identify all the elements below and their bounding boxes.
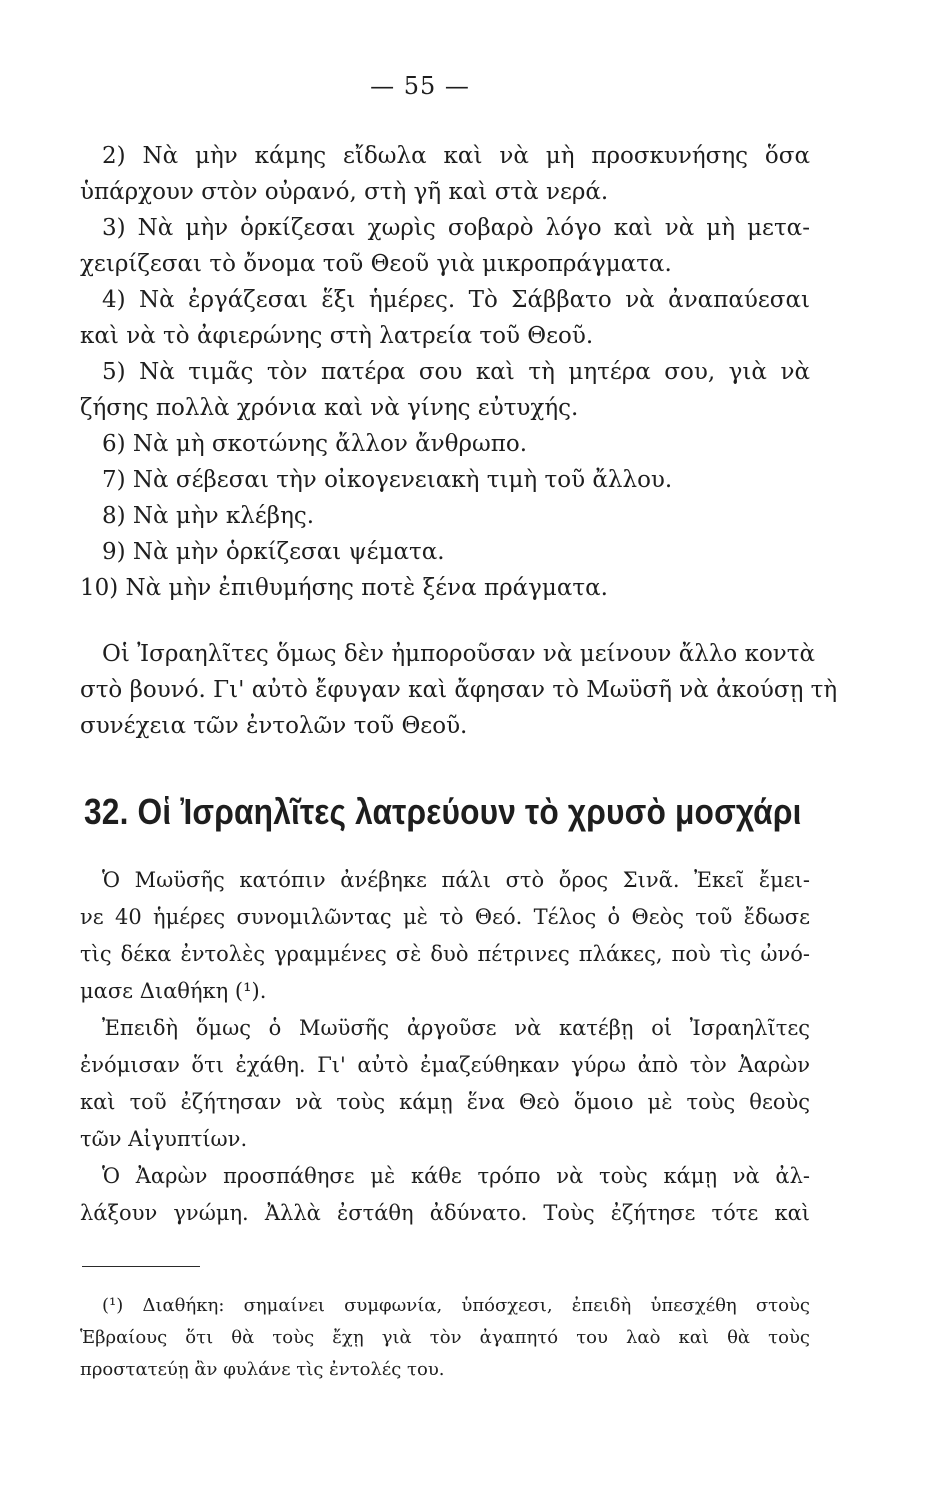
footnote: [80, 1290, 810, 1386]
page-number: — 55 —: [370, 72, 470, 100]
text-line: 5) Νὰ τιμᾶς τὸν πατέρα σου καὶ τὴ μητέρα σου, γιὰ νὰ: [102, 359, 810, 385]
text-line: μασε Διαθήκη (¹).: [80, 979, 267, 1003]
text-line: 2) Νὰ μὴν κάμης εἴδωλα καὶ νὰ μὴ προσκυνήσης ὅσα: [102, 143, 810, 169]
text-line: Ἐπειδὴ ὅμως ὁ Μωϋσῆς ἀργοῦσε νὰ κατέβῃ οἱ Ἰσραηλῖτες: [102, 1016, 810, 1040]
text-line: 7) Νὰ σέβεσαι τὴν οἰκογενειακὴ τιμὴ τοῦ ἄλλου.: [102, 467, 673, 493]
section-title: 32. Οἱ Ἰσραηλῖτες λατρεύουν τὸ χρυσὸ μοσχάρι: [84, 791, 802, 832]
section-body: [80, 862, 810, 1232]
text-line: 9) Νὰ μὴν ὁρκίζεσαι ψέματα.: [102, 539, 445, 565]
text-line: νε 40 ἡμέρες συνομιλῶντας μὲ τὸ Θεό. Τέλος ὁ Θεὸς τοῦ ἔδωσε: [80, 905, 810, 929]
footnote-divider: [82, 1266, 200, 1267]
text-line: συνέχεια τῶν ἐντολῶν τοῦ Θεοῦ.: [80, 713, 468, 739]
text-line: λάξουν γνώμη. Ἀλλὰ ἐστάθη ἀδύνατο. Τοὺς ἐζήτησε τότε καὶ: [80, 1201, 810, 1225]
text-line: καὶ νὰ τὸ ἀφιερώνης στὴ λατρεία τοῦ Θεοῦ.: [80, 323, 594, 349]
text-line: Ὁ Ἀαρὼν προσπάθησε μὲ κάθε τρόπο νὰ τοὺς κάμῃ νὰ ἀλ-: [102, 1164, 810, 1188]
text-line: ὑπάρχουν στὸν οὐρανό, στὴ γῆ καὶ στὰ νερά.: [80, 179, 609, 205]
text-line: 10) Νὰ μὴν ἐπιθυμήσης ποτὲ ξένα πράγματα.: [80, 575, 608, 601]
text-line: Ὁ Μωϋσῆς κατόπιν ἀνέβηκε πάλι στὸ ὄρος Σινᾶ. Ἐκεῖ ἔμει-: [102, 868, 810, 892]
text-line: Οἱ Ἰσραηλῖτες ὅμως δὲν ἠμποροῦσαν νὰ μείνουν ἄλλο κοντὰ: [102, 641, 816, 667]
text-line: 3) Νὰ μὴν ὁρκίζεσαι χωρὶς σοβαρὸ λόγο καὶ νὰ μὴ μετα-: [102, 215, 810, 241]
footnote-line: Ἑβραίους ὅτι θὰ τοὺς ἔχῃ γιὰ τὸν ἀγαπητό του λαὸ καὶ θὰ τοὺς: [80, 1327, 810, 1348]
text-line: ζήσης πολλὰ χρόνια καὶ νὰ γίνης εὐτυχής.: [80, 395, 579, 421]
text-line: 6) Νὰ μὴ σκοτώνης ἄλλον ἄνθρωπο.: [102, 431, 528, 457]
text-line: ἐνόμισαν ὅτι ἐχάθη. Γι' αὐτὸ ἐμαζεύθηκαν γύρω ἀπὸ τὸν Ἀαρὼν: [80, 1053, 810, 1077]
footnote-line: (¹) Διαθήκη: σημαίνει συμφωνία, ὑπόσχεσι, ἐπειδὴ ὑπεσχέθη στοὺς: [102, 1295, 810, 1316]
text-line: χειρίζεσαι τὸ ὄνομα τοῦ Θεοῦ γιὰ μικροπράγματα.: [80, 251, 672, 277]
paragraph: [80, 636, 838, 744]
text-line: τὶς δέκα ἐντολὲς γραμμένες σὲ δυὸ πέτρινες πλάκες, ποὺ τὶς ὠνό-: [80, 942, 810, 966]
text-line: 4) Νὰ ἐργάζεσαι ἕξι ἡμέρες. Τὸ Σάββατο νὰ ἀναπαύεσαι: [102, 287, 810, 313]
commandments-list: [80, 138, 810, 606]
footnote-line: προστατεύῃ ἂν φυλάνε τὶς ἐντολές του.: [80, 1359, 445, 1380]
text-line: τῶν Αἰγυπτίων.: [80, 1127, 248, 1151]
text-line: καὶ τοῦ ἐζήτησαν νὰ τοὺς κάμῃ ἕνα Θεὸ ὅμοιο μὲ τοὺς θεοὺς: [80, 1090, 810, 1114]
text-line: 8) Νὰ μὴν κλέβης.: [102, 503, 315, 529]
text-line: στὸ βουνό. Γι' αὐτὸ ἔφυγαν καὶ ἄφησαν τὸ Μωϋσῆ νὰ ἀκούσῃ τὴ: [80, 677, 838, 703]
